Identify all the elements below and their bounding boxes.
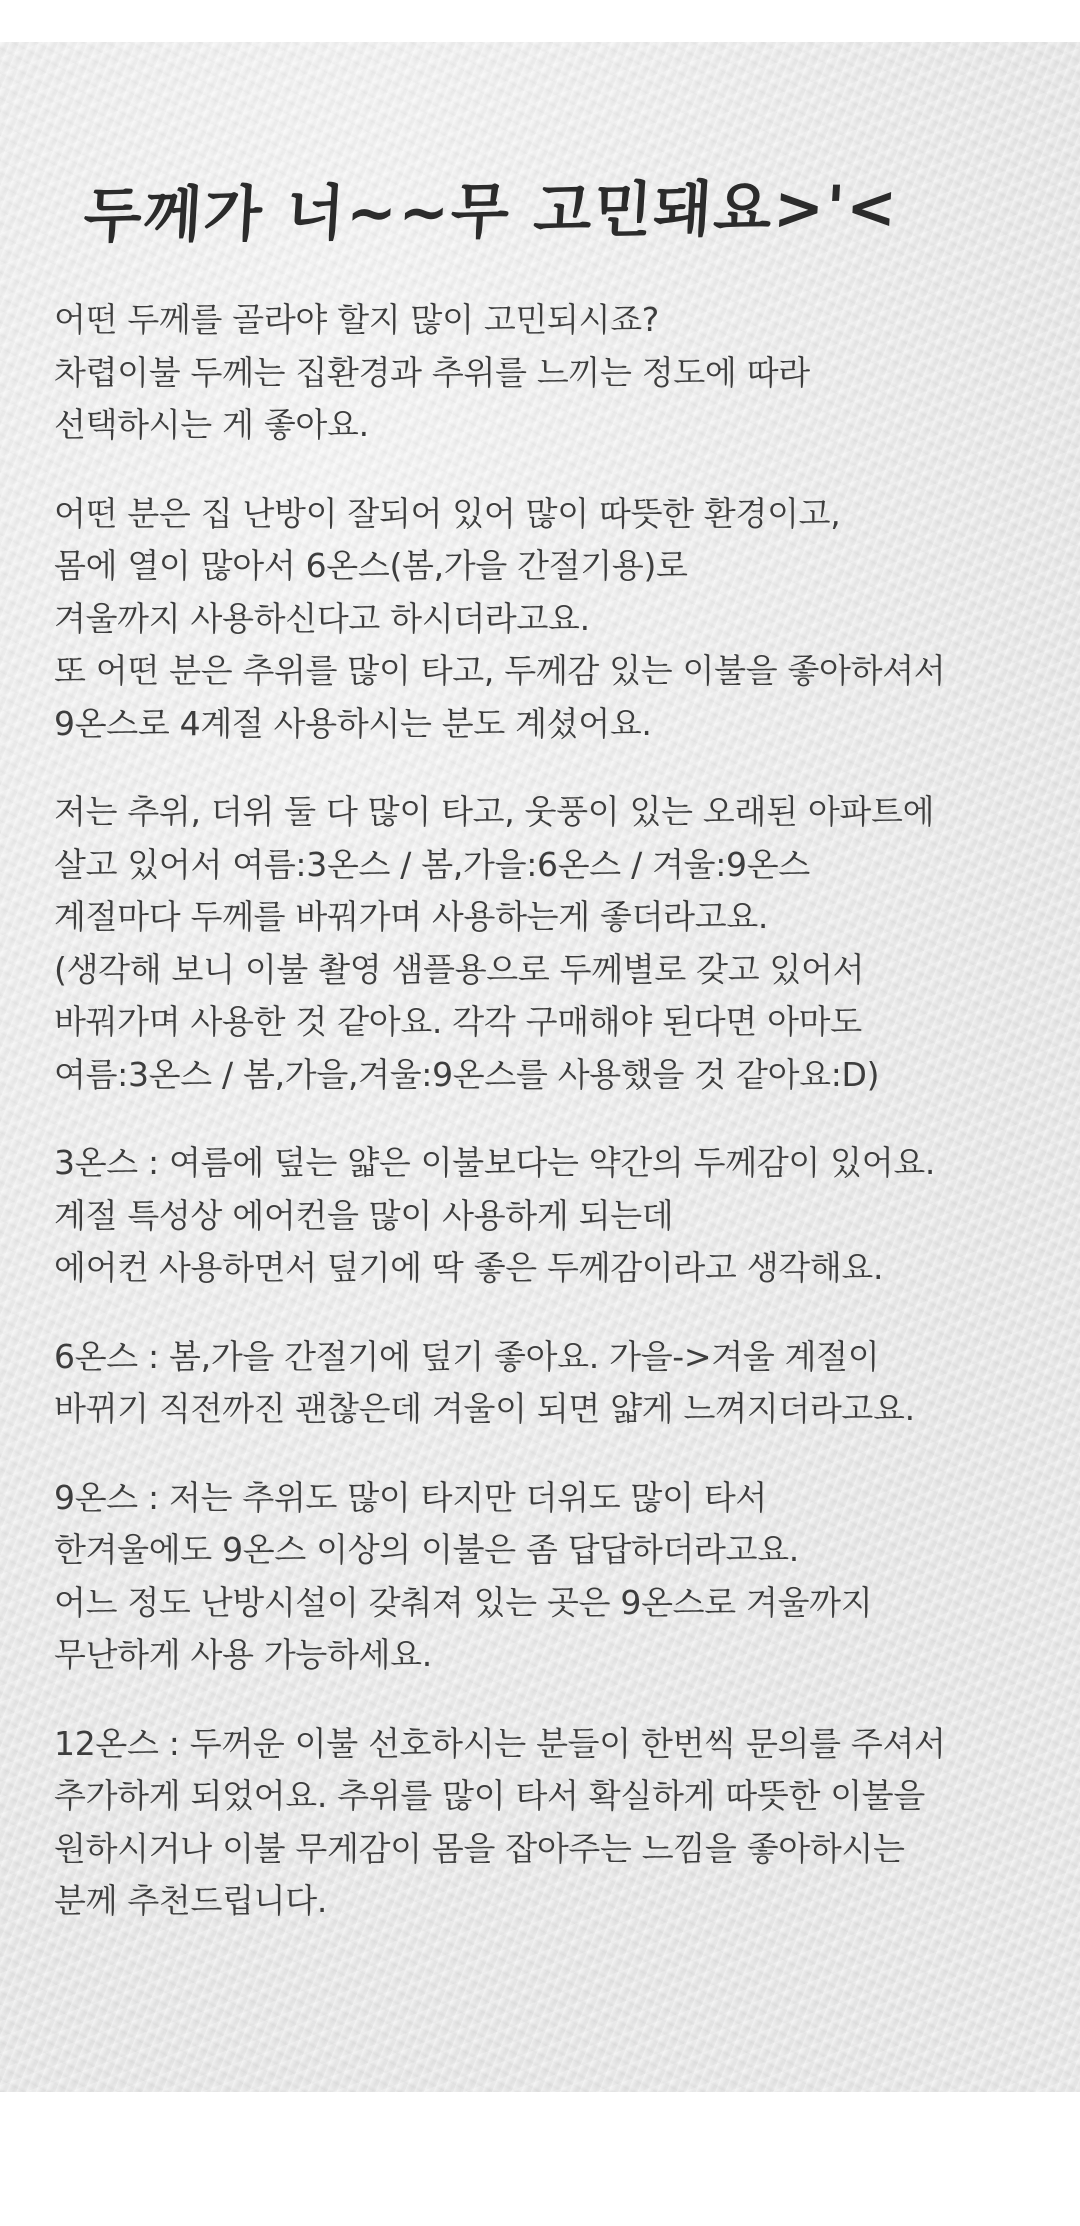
text-line: (생각해 보니 이불 촬영 샘플용으로 두께별로 갖고 있어서 (54, 949, 865, 989)
paragraph-9oz (54, 1472, 1054, 1682)
text-line: 에어컨 사용하면서 덮기에 딱 좋은 두께감이라고 생각해요. (54, 1248, 884, 1287)
text-line: 어떤 두께를 골라야 할지 많이 고민되시죠? (54, 300, 659, 339)
text-line: 여름:3온스 / 봄,가을,겨울:9온스를 사용했을 것 같아요:D) (54, 1054, 880, 1094)
paper-background (0, 42, 1080, 2092)
text-line: 어떤 분은 집 난방이 잘되어 있어 많이 따뜻한 환경이고, (54, 493, 841, 533)
text-line: 9온스 : 저는 추위도 많이 타지만 더위도 많이 타서 (54, 1477, 768, 1517)
text-line: 6온스 : 봄,가을 간절기에 덮기 좋아요. 가을->겨울 계절이 (54, 1336, 880, 1376)
text-line: 추가하게 되었어요. 추위를 많이 타서 확실하게 따뜻한 이불을 (54, 1776, 925, 1815)
article-body (54, 294, 1054, 1964)
text-line: 몸에 열이 많아서 6온스(봄,가을 간절기용)로 (54, 546, 688, 585)
paragraph-6oz (54, 1331, 1054, 1436)
text-line: 살고 있어서 여름:3온스 / 봄,가을:6온스 / 겨울:9온스 (54, 844, 810, 884)
text-line: 계절마다 두께를 바꿔가며 사용하는게 좋더라고요. (54, 897, 769, 936)
paragraph-intro (54, 294, 1054, 452)
text-line: 바꿔가며 사용한 것 같아요. 각각 구매해야 된다면 아마도 (54, 1002, 862, 1041)
paragraph-examples (54, 488, 1054, 751)
paragraph-12oz (54, 1718, 1054, 1928)
text-line: 무난하게 사용 가능하세요. (54, 1635, 432, 1674)
text-line: 또 어떤 분은 추위를 많이 타고, 두께감 있는 이불을 좋아하셔서 (54, 651, 946, 690)
text-line: 겨울까지 사용하신다고 하시더라고요. (54, 598, 590, 638)
text-line: 9온스로 4계절 사용하시는 분도 계셨어요. (54, 703, 652, 743)
text-line: 어느 정도 난방시설이 갖춰져 있는 곳은 9온스로 겨울까지 (54, 1582, 873, 1622)
page-title: 두께가 너~~무 고민돼요>'< (81, 172, 901, 252)
text-line: 차렵이불 두께는 집환경과 추위를 느끼는 정도에 따라 (54, 352, 810, 392)
text-line: 바뀌기 직전까진 괜찮은데 겨울이 되면 얇게 느껴지더라고요. (54, 1389, 915, 1428)
paragraph-3oz (54, 1137, 1054, 1295)
paragraph-personal (54, 786, 1054, 1101)
text-line: 분께 추천드립니다. (54, 1881, 328, 1920)
text-line: 원하시거나 이불 무게감이 몸을 잡아주는 느낌을 좋아하시는 (54, 1828, 905, 1868)
text-line: 12온스 : 두꺼운 이불 선호하시는 분들이 한번씩 문의를 주셔서 (54, 1723, 946, 1763)
text-line: 한겨울에도 9온스 이상의 이불은 좀 답답하더라고요. (54, 1530, 799, 1569)
text-line: 저는 추위, 더위 둘 다 많이 타고, 웃풍이 있는 오래된 아파트에 (54, 792, 935, 831)
text-line: 계절 특성상 에어컨을 많이 사용하게 되는데 (54, 1195, 674, 1235)
text-line: 3온스 : 여름에 덮는 얇은 이불보다는 약간의 두께감이 있어요. (54, 1143, 936, 1182)
text-line: 선택하시는 게 좋아요. (54, 405, 369, 444)
